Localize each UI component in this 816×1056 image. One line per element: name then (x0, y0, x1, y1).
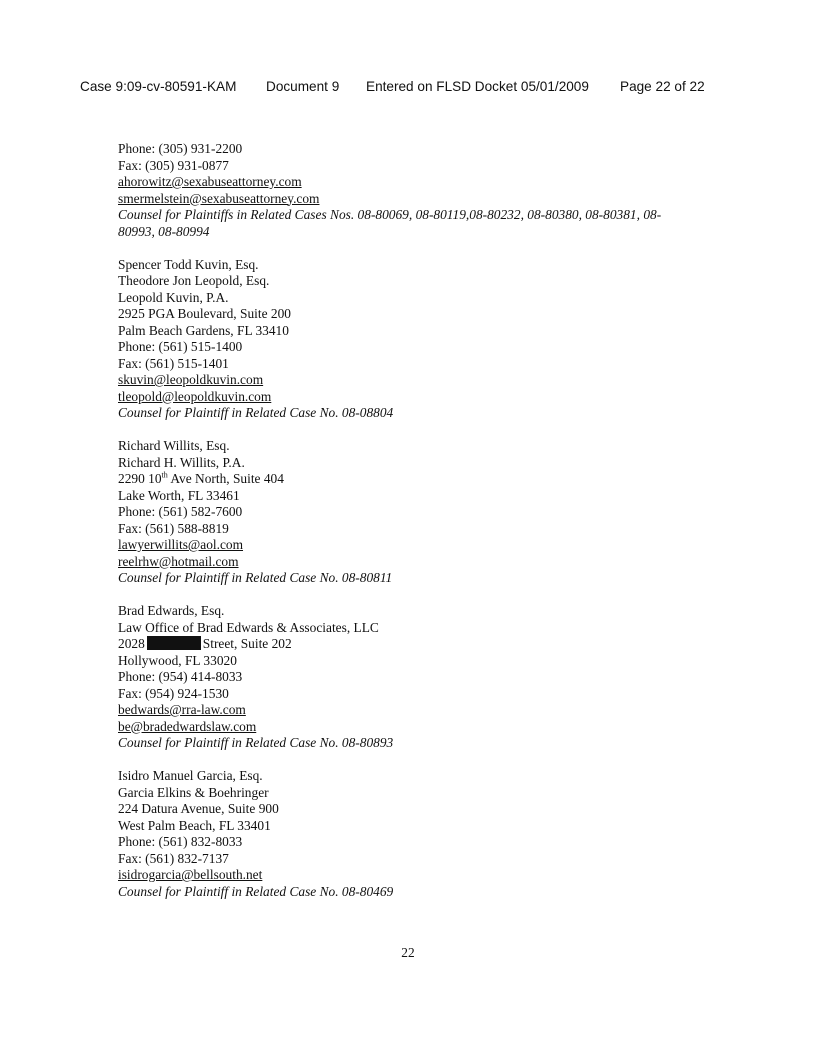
firm-name: Leopold Kuvin, P.A. (118, 289, 229, 305)
fax-line: Fax: (305) 931-0877 (118, 157, 229, 173)
street-address: 2925 PGA Boulevard, Suite 200 (118, 306, 291, 321)
fax-line: Fax: (954) 924-1530 (118, 685, 229, 701)
header-entered-date: Entered on FLSD Docket 05/01/2009 (366, 79, 589, 94)
street-address: 2290 10th Ave North, Suite 404 (118, 470, 284, 486)
header-case-number: Case 9:09-cv-80591-KAM (80, 79, 237, 94)
header-document-number: Document 9 (266, 79, 340, 94)
counsel-designation: Counsel for Plaintiff in Related Case No. 08-80811 (118, 570, 393, 585)
attorney-name: Theodore Jon Leopold, Esq. (118, 273, 270, 288)
email-link[interactable]: reelrhw@hotmail.com (118, 553, 239, 569)
contact-block-kuvin (118, 257, 678, 422)
phone-line: Phone: (561) 832-8033 (118, 834, 243, 849)
city-address: Hollywood, FL 33020 (118, 652, 237, 668)
contact-block-horowitz (118, 141, 678, 240)
street-address: 2028 Street, Suite 202 (118, 636, 292, 651)
contact-block-edwards (118, 603, 678, 752)
firm-name: Richard H. Willits, P.A. (118, 454, 245, 470)
attorney-name: Isidro Manuel Garcia, Esq. (118, 768, 263, 783)
phone-line: Phone: (954) 414-8033 (118, 669, 243, 684)
page-number: 22 (401, 945, 415, 960)
attorney-name: Brad Edwards, Esq. (118, 603, 225, 618)
email-link[interactable]: ahorowitz@sexabuseattorney.com (118, 174, 302, 189)
email-link[interactable]: bedwards@rra-law.com (118, 702, 246, 717)
firm-name: Law Office of Brad Edwards & Associates, LLC (118, 619, 379, 635)
counsel-designation: Counsel for Plaintiff in Related Case No. 08-08804 (118, 405, 394, 420)
counsel-designation: Counsel for Plaintiffs in Related Cases Nos. 08-80069, 08-80119,08-80232, 08-80380, 08-80381, 08-80993, 08-80994 (118, 207, 662, 239)
redaction-box (147, 636, 201, 650)
contact-block-willits (118, 438, 678, 587)
email-link[interactable]: tleopold@leopoldkuvin.com (118, 388, 272, 404)
email-link[interactable]: smermelstein@sexabuseattorney.com (118, 190, 320, 206)
counsel-designation: Counsel for Plaintiff in Related Case No. 08-80469 (118, 883, 394, 899)
docket-header (80, 79, 740, 99)
counsel-designation: Counsel for Plaintiff in Related Case No. 08-80893 (118, 735, 394, 750)
fax-line: Fax: (561) 588-8819 (118, 520, 229, 536)
attorney-name: Spencer Todd Kuvin, Esq. (118, 256, 259, 272)
street-address: 224 Datura Avenue, Suite 900 (118, 801, 279, 816)
attorney-name: Richard Willits, Esq. (118, 438, 230, 453)
phone-line: Phone: (561) 515-1400 (118, 339, 243, 354)
email-link[interactable]: lawyerwillits@aol.com (118, 537, 244, 552)
email-link[interactable]: be@bradedwardslaw.com (118, 718, 257, 734)
fax-line: Fax: (561) 832-7137 (118, 850, 229, 866)
header-page-count: Page 22 of 22 (620, 79, 705, 94)
city-address: Palm Beach Gardens, FL 33410 (118, 322, 289, 338)
firm-name: Garcia Elkins & Boehringer (118, 784, 269, 800)
service-list (118, 141, 678, 917)
contact-block-garcia (118, 768, 678, 900)
fax-line: Fax: (561) 515-1401 (118, 355, 229, 371)
city-address: Lake Worth, FL 33461 (118, 487, 240, 503)
phone-line: Phone: (305) 931-2200 (118, 141, 243, 156)
phone-line: Phone: (561) 582-7600 (118, 504, 243, 519)
city-address: West Palm Beach, FL 33401 (118, 817, 271, 833)
email-link[interactable]: isidrogarcia@bellsouth.net (118, 867, 263, 882)
email-link[interactable]: skuvin@leopoldkuvin.com (118, 372, 264, 387)
